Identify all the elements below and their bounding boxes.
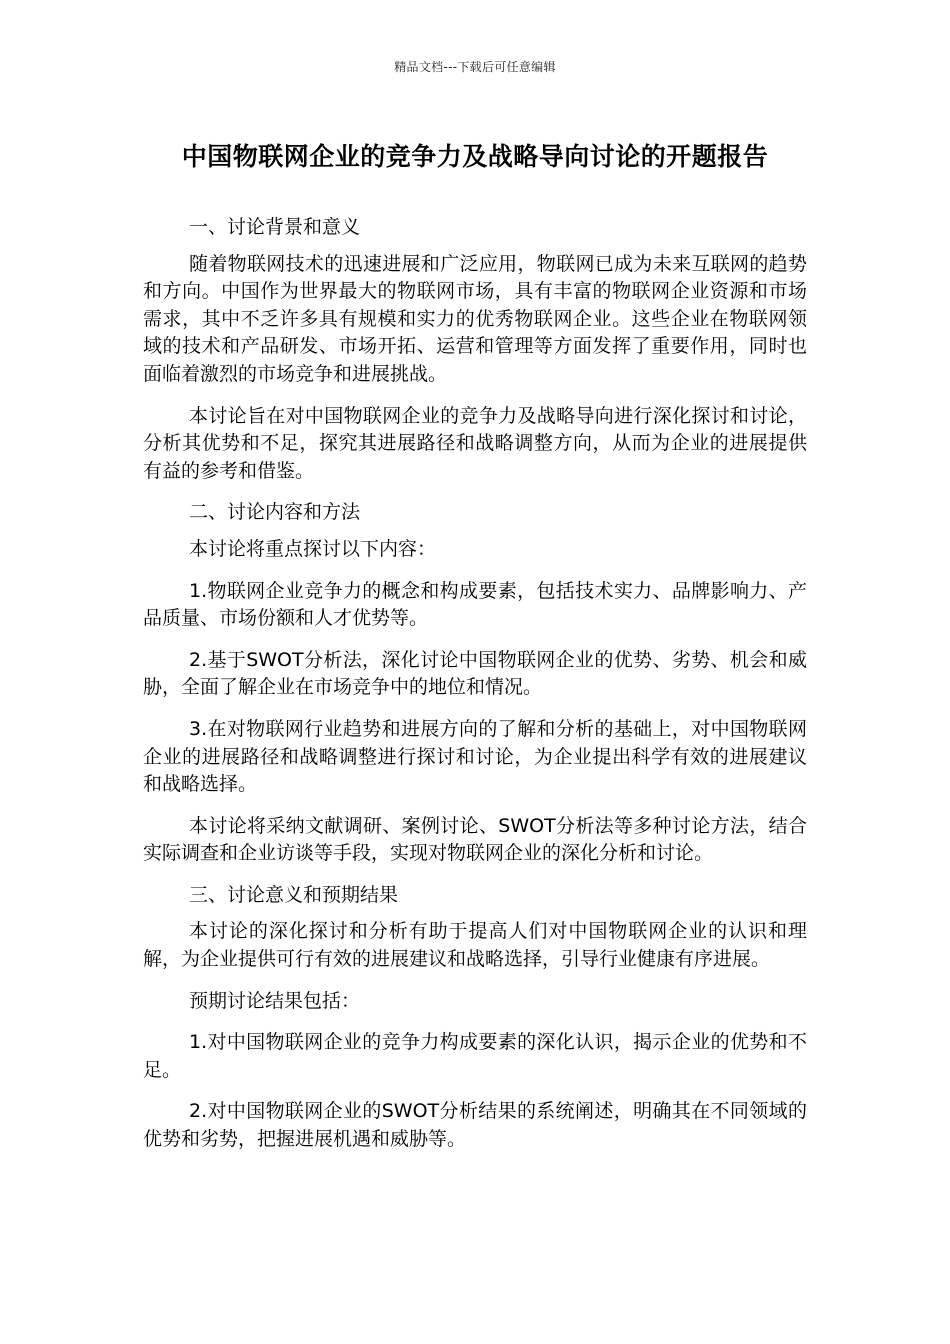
paragraph-background-1: 随着物联网技术的迅速进展和广泛应用，物联网已成为未来互联网的趋势和方向。中国作为世界最大的物联网市场，具有丰富的物联网企业资源和市场需求，其中不乏许多具有规模和实力的优秀物联网企业。这些企业在物联网领域的技术和产品研发、市场开拓、运营和管理等方面发挥了重要作用，同时也面临着激烈的市场竞争和进展挑战。 [143,252,807,385]
paragraph-expected-intro: 预期讨论结果包括： [189,989,361,1012]
header-note: 精品文档---下载后可任意编辑 [394,60,556,74]
section-heading-background: 一、讨论背景和意义 [189,216,361,238]
paragraph-background-2: 本讨论旨在对中国物联网企业的竞争力及战略导向进行深化探讨和讨论，分析其优势和不足，探究其进展路径和战略调整方向，从而为企业的进展提供有益的参考和借鉴。 [143,404,807,482]
list-item-content-1: 1.物联网企业竞争力的概念和构成要素，包括技术实力、品牌影响力、产品质量、市场份额和人才优势等。 [143,579,807,630]
list-item-content-3: 3.在对物联网行业趋势和进展方向的了解和分析的基础上，对中国物联网企业的进展路径和战略调整进行探讨和讨论，为企业提出科学有效的进展建议和战略选择。 [143,717,807,796]
paragraph-methods: 本讨论将采纳文献调研、案例讨论、SWOT分析法等多种讨论方法，结合实际调查和企业访谈等手段，实现对物联网企业的深化分析和讨论。 [143,814,807,865]
document-body [143,214,807,1168]
section-heading-significance: 三、讨论意义和预期结果 [189,883,399,906]
list-item-expected-1: 1.对中国物联网企业的竞争力构成要素的深化认识，揭示企业的优势和不足。 [143,1031,807,1081]
list-item-content-2: 2.基于SWOT分析法，深化讨论中国物联网企业的优势、劣势、机会和威胁，全面了解企业在市场竞争中的地位和情况。 [143,648,807,699]
section-heading-content-methods: 二、讨论内容和方法 [189,501,361,524]
paragraph-significance: 本讨论的深化探讨和分析有助于提高人们对中国物联网企业的认识和理解，为企业提供可行有效的进展建议和战略选择，引导行业健康有序进展。 [143,920,807,971]
list-item-expected-2: 2.对中国物联网企业的SWOT分析结果的系统阐述，明确其在不同领域的优势和劣势，把握进展机遇和威胁等。 [143,1100,807,1151]
document-title: 中国物联网企业的竞争力及战略导向讨论的开题报告 [181,142,769,171]
paragraph-content-intro: 本讨论将重点探讨以下内容： [189,537,437,560]
